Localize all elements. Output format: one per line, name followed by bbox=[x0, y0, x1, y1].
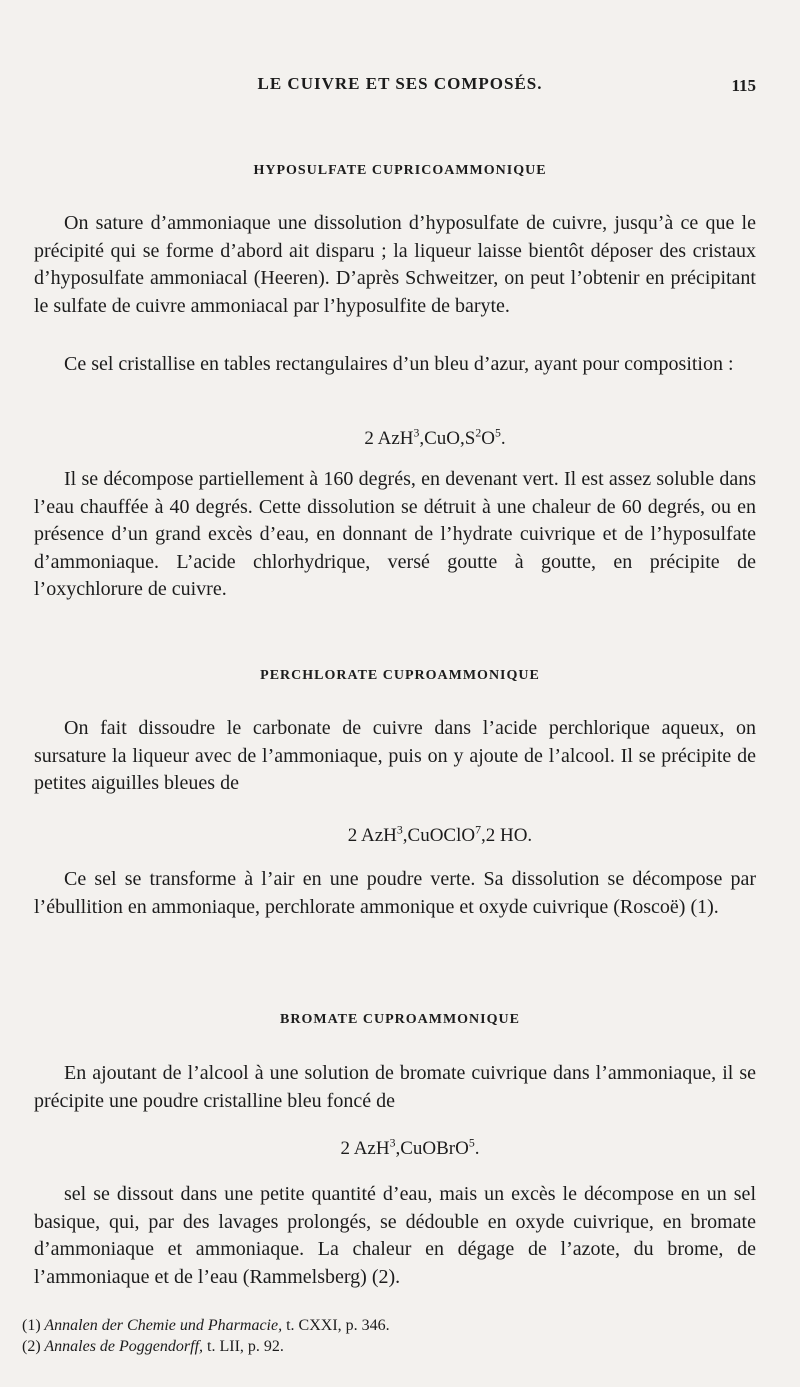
paragraph: Il se décompose partiellement à 160 degrés, en devenant vert. Il est assez soluble dans l’eau chauffée à 40 degrés. Cette dissolution se détruit à une chaleur de 60 degrés, ou en présence d’un grand excès d’eau, en donnant de l’hydrate cuivrique et de l’hyposulfate d’ammoniaque. L’acide chlorhydrique, versé goutte à goutte, en précipite de l’oxychlorure de cuivre. bbox=[34, 468, 756, 600]
running-header: LE CUIVRE ET SES COMPOSÉS. bbox=[257, 74, 543, 93]
footnote-2: (2) Annales de Poggendorff, t. LII, p. 92. bbox=[22, 1338, 284, 1355]
chemical-formula: 2 AzH$^3$,CuOClO$^7$,2 HO. bbox=[347, 823, 533, 846]
paragraph: En ajoutant de l’alcool à une solution de bromate cuivrique dans l’ammoniaque, il se précipite une poudre cristalline bleu foncé de bbox=[34, 1062, 756, 1112]
paragraph: On fait dissoudre le carbonate de cuivre dans l’acide perchlorique aqueux, on sursature la liqueur avec de l’ammoniaque, puis on y ajoute de l’alcool. Il se précipite de petites aiguilles bleues de bbox=[34, 717, 756, 794]
section-title-perchlorate: PERCHLORATE CUPROAMMONIQUE bbox=[260, 668, 540, 683]
section-title-hyposulfate: HYPOSULFATE CUPRICOAMMONIQUE bbox=[253, 163, 547, 178]
paragraph: On sature d’ammoniaque une dissolution d’hyposulfate de cuivre, jusqu’à ce que le précipité qui se forme d’abord ait disparu ; la liqueur laisse bientôt déposer des cristaux d’hyposulfate ammoniacal (Heeren). D’après Schweitzer, on peut l’obtenir en précipitant le sulfate de cuivre ammoniacal par l’hyposulfite de baryte. bbox=[34, 212, 756, 317]
page-number: 115 bbox=[731, 76, 756, 95]
footnote-1: (1) Annalen der Chemie und Pharmacie, t. CXXI, p. 346. bbox=[22, 1317, 390, 1334]
paragraph: Ce sel se transforme à l’air en une poudre verte. Sa dissolution se décompose par l’ébullition en ammoniaque, perchlorate ammonique et oxyde cuivrique (Roscoë) (1). bbox=[34, 868, 756, 918]
section-title-bromate: BROMATE CUPROAMMONIQUE bbox=[280, 1012, 520, 1027]
chemical-formula: 2 AzH$^3$,CuOBrO$^5$. bbox=[340, 1136, 480, 1159]
paragraph: sel se dissout dans une petite quantité d’eau, mais un excès le décompose en un sel basique, qui, par des lavages prolongés, se dédouble en oxyde cuivrique, en bromate d’ammoniaque et ammoniaque. La chaleur en dégage de l’azote, du brome, de l’ammoniaque et de l’eau (Rammelsberg) (2). bbox=[34, 1183, 756, 1288]
paragraph: Ce sel cristallise en tables rectangulaires d’un bleu d’azur, ayant pour composition : bbox=[64, 353, 734, 375]
chemical-formula: 2 $AzH^3,CuO,S^2O^5$. bbox=[364, 426, 506, 449]
